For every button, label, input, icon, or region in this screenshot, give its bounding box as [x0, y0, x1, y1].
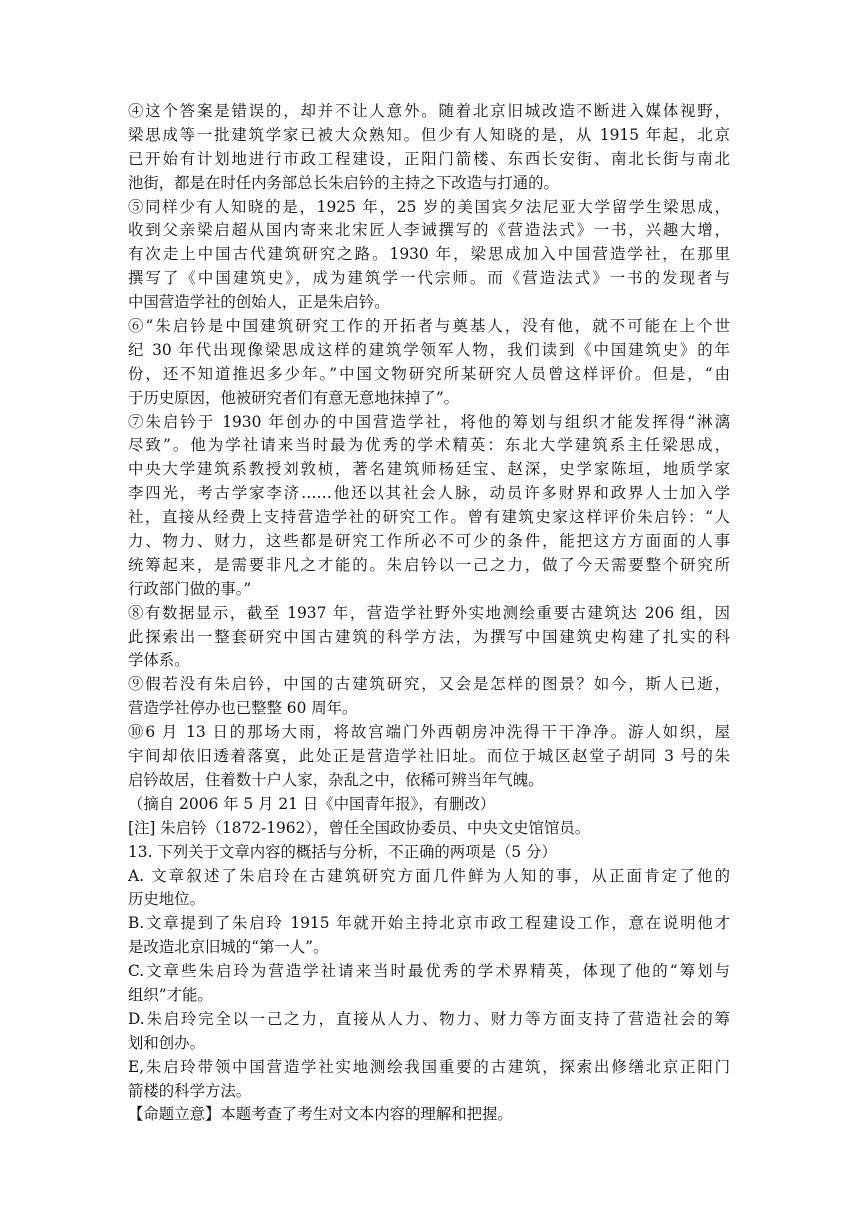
option-e: E,朱启玲带领中国营造学社实地测绘我国重要的古建筑，探索出修缮北京正阳门	[128, 1057, 730, 1076]
text-line: 中央大学建筑系教授刘敦桢，著名建筑师杨廷宝、赵深，史学家陈垣，地质学家	[128, 460, 730, 479]
text-line: 有次走上中国古代建筑研究之路。1930 年，梁思成加入中国营造学社，在那里	[128, 245, 730, 264]
text-line: 收到父亲梁启超从国内寄来北宋匠人李诫撰写的《营造法式》一书，兴趣大增，	[128, 221, 730, 240]
question-intent: 【命题立意】本题考查了考生对文本内容的理解和把握。	[128, 1105, 513, 1124]
text-line: 纪 30 年代出现像梁思成这样的建筑学领军人物，我们读到《中国建筑史》的年	[128, 340, 730, 359]
text-line: ⑦朱启钤于 1930 年创办的中国营造学社，将他的筹划与组织才能发挥得“淋漓	[128, 412, 730, 431]
question-stem: 13. 下列关于文章内容的概括与分析，不正确的两项是（5 分）	[128, 842, 557, 861]
text-line: 份，还不知道推迟多少年。”中国文物研究所某研究人员曾这样评价。但是，“由	[128, 364, 730, 383]
footnote: [注] 朱启钤（1872-1962），曾任全国政协委员、中央文史馆馆员。	[128, 818, 591, 837]
text-line: 社，直接从经费上支持营造学社的研究工作。曾有建筑史家这样评价朱启钤：“人	[128, 508, 730, 527]
option-b: B.文章提到了朱启玲 1915 年就开始主持北京市政工程建设工作，意在说明他才	[128, 914, 730, 933]
option-c: C.文章些朱启玲为营造学社请来当时最优秀的学术界精英，体现了他的“筹划与	[128, 962, 730, 981]
option-b-cont: 是改造北京旧城的“第一人”。	[128, 938, 329, 957]
option-d: D.朱启玲完全以一己之力，直接从人力、物力、财力等方面支持了营造社会的筹	[128, 1009, 730, 1028]
text-line: 宇间却依旧透着落寞，此处正是营造学社旧址。而位于城区赵堂子胡同 3 号的朱	[128, 747, 730, 766]
text-line: 李四光，考古学家李济……他还以其社会人脉，动员许多财界和政界人士加入学	[128, 484, 730, 503]
text-line: 行政部门做的事。”	[128, 579, 252, 598]
text-line: 力、物力、财力，这些都是研究工作所必不可少的条件，能把这方方面面的人事	[128, 532, 730, 551]
option-a-cont: 历史地位。	[128, 890, 205, 909]
document-page	[128, 100, 730, 1127]
text-line: 学体系。	[128, 651, 190, 670]
text-line: 中国营造学社的创始人，正是朱启钤。	[128, 293, 390, 312]
text-line: ⑨假若没有朱启钤，中国的古建筑研究，又会是怎样的图景？如今，斯人已逝，	[128, 675, 730, 694]
text-line: ⑩6 月 13 日的那场大雨，将故宫端门外西朝房冲洗得干干净净。游人如织，屋	[128, 723, 730, 742]
option-c-cont: 组织”才能。	[128, 985, 213, 1004]
text-line: 池街，都是在时任内务部总长朱启钤的主持之下改造与打通的。	[128, 173, 559, 192]
option-e-cont: 箭楼的科学方法。	[128, 1081, 252, 1100]
text-line: 撰写了《中国建筑史》，成为建筑学一代宗师。而《营造法式》一书的发现者与	[128, 269, 730, 288]
option-d-cont: 划和创办。	[128, 1033, 205, 1052]
text-line: 此探索出一整套研究中国古建筑的科学方法，为撰写中国建筑史构建了扎实的科	[128, 627, 730, 646]
text-line: 尽致”。他为学社请来当时最为优秀的学术精英：东北大学建筑系主任梁思成，	[128, 436, 730, 455]
text-line: ⑧有数据显示，截至 1937 年，营造学社野外实地测绘重要古建筑达 206 组，因	[128, 603, 730, 622]
text-line: 统筹起来，是需要非凡之才能的。朱启钤以一己之力，做了今天需要整个研究所	[128, 555, 730, 574]
text-line: ④这个答案是错误的，却并不让人意外。随着北京旧城改造不断进入媒体视野，	[128, 102, 730, 120]
option-a: A. 文章叙述了朱启玲在古建筑研究方面几件鲜为人知的事，从正面肯定了他的	[128, 866, 730, 885]
text-line: 于历史原因，他被研究者们有意无意地抹掉了”。	[128, 388, 460, 407]
text-line: 启钤故居，住着数十户人家，杂乱之中，依稀可辨当年气魄。	[128, 770, 544, 789]
text-line: 梁思成等一批建筑学家已被大众熟知。但少有人知晓的是，从 1915 年起，北京	[128, 125, 730, 144]
text-line: 营造学社停办也已整整 60 周年。	[128, 699, 358, 718]
text-line: ⑥“朱启钤是中国建筑研究工作的开拓者与奠基人，没有他，就不可能在上个世	[128, 317, 730, 336]
text-line: ⑤同样少有人知晓的是，1925 年，25 岁的美国宾夕法尼亚大学留学生梁思成，	[128, 197, 730, 216]
source-citation: （摘自 2006 年 5 月 21 日《中国青年报》，有删改）	[128, 794, 496, 813]
text-line: 已开始有计划地进行市政工程建设，正阳门箭楼、东西长安街、南北长街与南北	[128, 149, 730, 168]
